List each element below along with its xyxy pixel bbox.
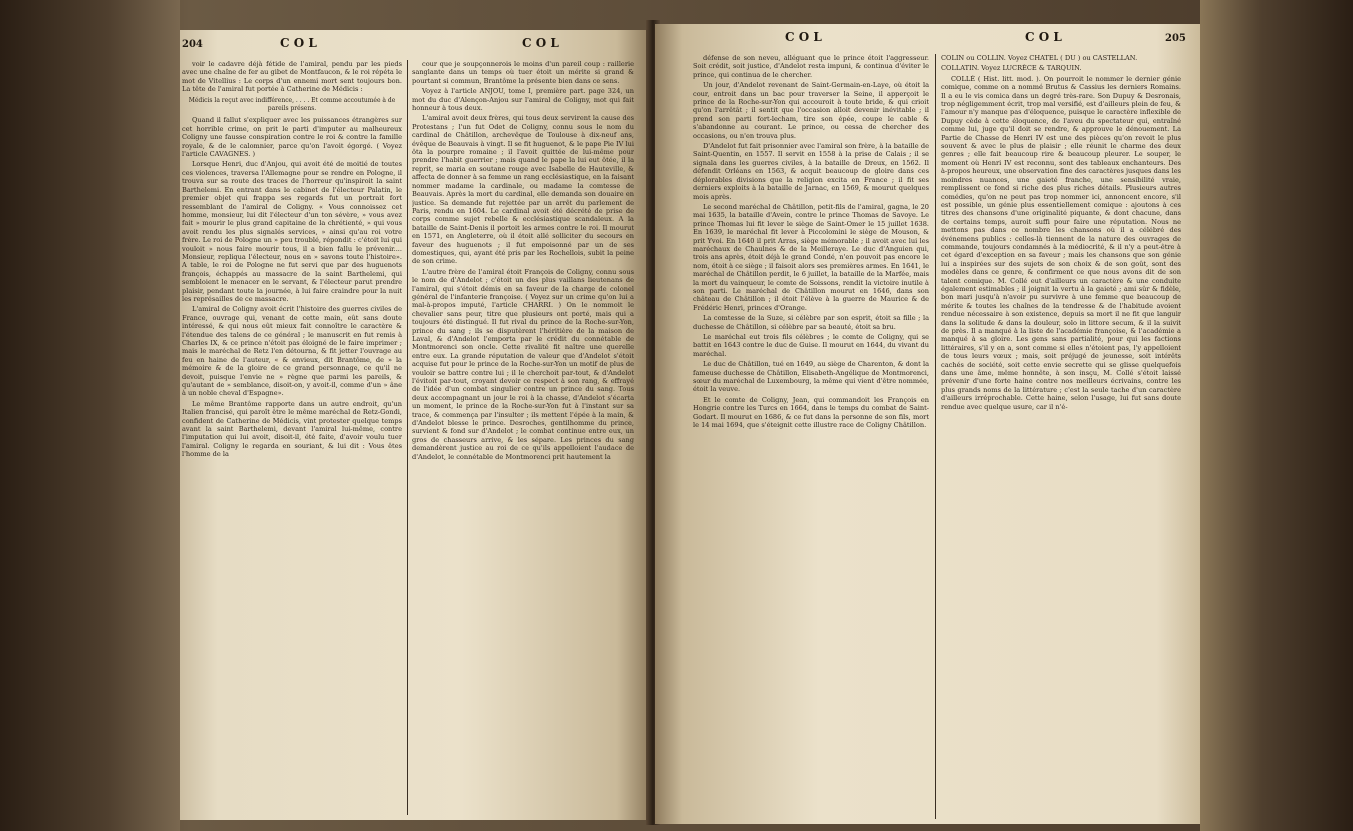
paragraph: Quand il fallut s'expliquer avec les puissances étrangères sur cet horrible crime, on prit le parti d'imputer au malheureux Coligny une fausse conspiration contre le roi & contre la famille royale, & de le calomnier, parce qu'on l'avoit égorgé. ( Voyez l'article CAVAGNES. )	[182, 116, 402, 159]
paragraph: défense de son neveu, alléguant que le prince étoit l'aggresseur. Soit crédit, soit justice, d'Andelot resta impuni, & continua d'éviter le prince, qui continua de le chercher.	[693, 54, 929, 79]
right-page-column-1	[693, 54, 929, 824]
column-rule	[407, 60, 408, 815]
paragraph: Le même Brantôme rapporte dans un autre endroit, qu'un Italien francisé, qui paroît être le même maréchal de Retz-Gondi, confident de Catherine de Médicis, vint protester quelque temps avant la saint Barthelemi, devant l'amiral lui-même, contre l'imputation qui lui avoit, disoit-il, été faite, d'avoir voulu tuer l'amiral. Coligny le regarda en souriant, & lui dit : Vous êtes l'homme de la	[182, 399, 402, 459]
page-number-left: 204	[182, 39, 203, 50]
paragraph: Le duc de Châtillon, tué en 1649, au siège de Charenton, & dont la fameuse duchesse de Châtillon, Elisabeth-Angélique de Montmorenci, sœur du maréchal de Luxembourg, la même qui vient d'être nommée, étoit la veuve.	[693, 360, 929, 394]
paragraph: Le maréchal eut trois fils célèbres ; le comte de Coligny, qui se battit en 1643 contre le duc de Guise. Il mourut en 1644, du vivant du maréchal.	[693, 333, 929, 358]
running-head-left-col2: C O L	[522, 36, 559, 50]
column-rule	[935, 54, 936, 819]
paragraph: L'autre frère de l'amiral étoit François de Coligny, connu sous le nom de d'Andelot ; c'étoit un des plus vaillans lieutenans de l'amiral, qui s'étoit démis en sa faveur de la charge de colonel général de l'infanterie françoise. ( Voyez sur un crime qu'on lui a mal-à-propos imputé, l'article CHARRI. ) On le nommoit le chevalier sans peur, titre que plusieurs ont porté, mais qui a toujours été distingué. Il fut rival du prince de la Roche-sur-Yon, prince du sang ; ils se disputèrent l'héritière de la maison de Laval, & d'Andelot l'emporta par le crédit du connétable de Montmorenci son oncle. Cette rivalité fit naître une querelle entre eux. La grande réputation de valeur que d'Andelot s'étoit acquise fut pour le prince de la Roche-sur-Yon un motif de plus de vouloir se battre contre lui ; il le cherchoit par-tout, & d'Andelot l'évitoit par-tout, croyant devoir ce respect à son rang, & effrayé de l'idée d'un combat singulier contre un prince du sang. Tous deux accompagnant un jour le roi à la chasse, d'Andelot s'écarta un moment, le prince de la Roche-sur-Yon fut à l'instant sur sa trace, & commença par l'insulter ; ils mettent l'épée à la main, & d'Andelot blesse le prince. Desroches, gentilhomme du prince, survient & fond sur d'Andelot ; le combat continue entre eux, un gros de chasseurs arrive, & les sépare. Les princes du sang demandèrent justice au roi de ce qu'ils appelloient l'audace de d'Andelot, le connétable de Montmorenci prit hautement la	[412, 267, 634, 461]
running-head-left-col1: C O L	[280, 36, 317, 50]
paragraph: La comtesse de la Suze, si célèbre par son esprit, étoit sa fille ; la duchesse de Châtillon, si célèbre par sa beauté, étoit sa bru.	[693, 314, 929, 331]
right-page-column-2	[941, 54, 1181, 824]
page-number-right: 205	[1165, 33, 1186, 44]
running-head-right-col1: C O L	[785, 30, 822, 44]
paragraph: Médicis la reçut avec indifférence, . . . . Et comme accoutumée à de pareils présens.	[188, 96, 396, 113]
paragraph: Et le comte de Coligny, Jean, qui commandoit les François en Hongrie contre les Turcs en 1664, dans le temps du combat de Saint-Godart. Il mourut en 1686, & ce fut dans la personne de son fils, mort le 14 mai 1694, que s'éteignit cette illustre race de Coligny Châtillon.	[693, 395, 929, 430]
left-page-column-1	[182, 60, 402, 820]
paragraph: COLIN ou COLLIN. Voyez CHATEL ( DU ) ou CASTELLAN.	[941, 54, 1138, 62]
right-page-stack	[1200, 0, 1353, 831]
paragraph: Lorsque Henri, duc d'Anjou, qui avoit été de moitié de toutes ces violences, traversa l'Allemagne pour se rendre en Pologne, il trouva sur sa route des traces de l'horreur qu'inspiroit la saint Barthelemi. En entrant dans le cabinet de l'électeur Palatin, le premier objet qui frappa ses regards fut un portrait fort ressemblant de l'amiral de Coligny. « Vous connoissez cet homme, monsieur, lui dit l'électeur d'un ton sévère, » vous avez fait » mourir le plus grand capitaine de la chrétienté, » qui vous avoit rendu les plus signalés services, » ainsi qu'au roi votre frère. Le roi de Pologne un » peu troublé, répondit : c'étoit lui qui vouloit » nous faire mourir tous, il a bien fallu le prévenir.... Monsieur, repliqua l'électeur, nous en » savons toute l'histoire». A table, le roi de Pologne ne fut servi que par des huguenots françois, échappés au massacre de la saint Barthelemi, qui sembloient le menacer en le servant, & l'électeur parut prendre plaisir, pendant toute la journée, à lui faire craindre pour la nuit les représailles de ce massacre.	[182, 160, 402, 303]
left-page-stack	[0, 0, 180, 831]
paragraph: voir le cadavre déjà fétide de l'amiral, pendu par les pieds avec une chaîne de fer au gibet de Montfaucon, & le roi répéta le mot de Vitellius : Le corps d'un ennemi mort sent toujours bon. La tête de l'amiral fut portée à Catherine de Médicis :	[182, 60, 402, 94]
paragraph: COLLATIN. Voyez LUCRÈCE & TARQUIN.	[941, 64, 1082, 73]
paragraph: L'amiral de Coligny avoit écrit l'histoire des guerres civiles de France, ouvrage qui, venant de cette main, eût sans doute intéressé, & qui nous eût mieux fait connoître le caractère & l'étendue des talens de ce général ; le manuscrit en fut remis à Charles IX, & ce prince n'étoit pas éloigné de le faire imprimer ; mais le maréchal de Retz l'en détourna, & fit jetter l'ouvrage au feu en haine de l'auteur, « & envieux, dit Brantôme, de » la mémoire & de la gloire de ce grand personnage, ce qu'il ne devoit, puisque l'envie ne » règne que parmi les pareils, & qu'autant de » semblance, disoit-on, y avoit-il, comme d'un » âne à un noble cheval d'Espagne».	[182, 305, 402, 398]
left-page	[180, 30, 650, 820]
paragraph: COLLÉ ( Hist. litt. mod. ). On pourroit le nommer le dernier génie comique, comme on a nommé Brutus & Cassius les derniers Romains. Il a eu le vis comica dans un degré très-rare. Son Dupuy & Desronais, trop négligemment écrit, trop mal versifié, est d'ailleurs plein de feu, & l'amour n'y manque pas d'éloquence, puisque le caractère inflexible de Dupuy cède à cette éloquence, de l'aveu du spectateur qui, entraîné comme lui, juge qu'il doit se rendre, & approuve le dénouement. La Partie de Chasse de Henri IV est une des pièces qu'on revoit le plus souvent & avec le plus de plaisir ; elle réunit le charme des deux genres ; elle fait beaucoup rire & beaucoup pleurer. Le souper, le moment où Henri IV est reconnu, sont des tableaux enchanteurs. Des à-propos heureux, une observation fine des caractères jusques dans les moindres nuances, une gaieté franche, une sensibilité vraie, remplissent ce fond si riche des plus riches détails. Plusieurs autres comédies, qu'on ne peut pas trop nommer ici, annoncent encore, s'il est possible, un génie plus essentiellement comique : ajoutons à ces titres des chansons d'une originalité piquante, & dont chacune, dans de certains temps, auroit suffi pour faire une réputation. Nous ne mettons pas dans ce nombre les chansons où il a célébré des événemens publics : celles-là tiennent de la nature des ouvrages de commande, toujours condamnés à la médiocrité, & il n'y a peut-être à cet égard d'exception en sa faveur ; mais les chansons que son génie lui a inspirées sur des sujets de son choix & de son goût, sont des modèles dans ce genre, & confirment ce que nous avons dit de son talent comique. M. Collé eut d'ailleurs un caractère & une conduite également estimables ; il joignit la vertu à la gaieté ; ami sûr & fidèle, bon mari jusqu'à n'avoir pu survivre à une femme que beaucoup de mérite & toutes les chaînes de la tendresse & de l'habitude avoient rendue nécessaire à son existence, depuis sa mort il ne fit que languir dans la solitude & dans la douleur, solo in littore secum, & il la suivit de près. Il a manqué à la liste de l'académie françoise, & l'académie a manqué à sa gloire. Les gens sans partialité, pour qui les factions littéraires, s'il y en a, sont comme si elles n'étoient pas, l'y appelloient de tous leurs vœux ; mais, soit préjugé de jeunesse, soit intérêts cachés de société, soit cette envie secrette qui se glisse quelquefois dans une âme, même honnête, à son insçu, M. Collé s'étoit laissé prévenir d'une forte haine contre nos meilleurs écrivains, contre les plus grands noms de la littérature ; c'est la seule tache d'un caractère d'ailleurs irréprochable. Cette haine, selon l'usage, lui fut sans doute rendue avec quelque usure, car il n'é-	[941, 74, 1181, 411]
paragraph: Un jour, d'Andelot revenant de Saint-Germain-en-Laye, où étoit la cour, entroit dans un bac pour traverser la Seine, il apperçoit le prince de la Roche-sur-Yon qui accouroit à toute bride, & qui crioit qu'on l'arrêtât ; il sentit que l'occasion alloit devenir inévitable ; il prend son parti fort-lecham, tire son épée, coupe le cable & s'abandonne au courant. Le prince, ou cessa de chercher des occasions, ou n'en trouva plus.	[693, 81, 929, 140]
left-page-column-2	[412, 60, 634, 820]
right-page	[655, 24, 1200, 824]
paragraph: Voyez à l'article ANJOU, tome I, première part. page 324, un mot du duc d'Alençon-Anjou sur l'amiral de Coligny, mot qui fait honneur à tous deux.	[412, 87, 634, 113]
paragraph: Le second maréchal de Châtillon, petit-fils de l'amiral, gagna, le 20 mai 1635, la bataille d'Avein, contre le prince Thomas de Savoye. Le prince Thomas lui fit lever le siège de Saint-Omer le 15 juillet 1638. En 1639, le maréchal fit lever à Piccolomini le siège de Mouson, & prit Yvoi. En 1640 il prit Arras, siège mémorable ; il avoit avec lui les maréchaux de Chaulnes & de la Meilleraye. Le duc d'Anguien qui, trois ans après, étoit déjà le grand Condé, n'en pouvoit pas encore le nom, étoit à ce siège ; il faisoit alors ses premières armes. En 1641, le maréchal de Châtillon perdit, le 6 juillet, la bataille de la Marfée, mais la mort du vainqueur, le comte de Soissons, rendit la victoire inutile à son parti. Le maréchal de Châtillon mourut en 1646, dans son château de Châtillon ; il étoit l'élève à la guerre de Maurice & de Frédéric Henri, princes d'Orange.	[693, 202, 929, 312]
running-head-right-col2: C O L	[1025, 30, 1062, 44]
paragraph: D'Andelot fut fait prisonnier avec l'amiral son frère, à la bataille de Saint-Quentin, en 1557. Il servit en 1558 à la prise de Calais ; il se signala dans les guerres civiles, à la bataille de Dreux, en 1562. Il défendit Orléans en 1563, & acquit beaucoup de gloire dans ces déplorables divisions que la religion excita en France ; il fit ses derniers exploits à la bataille de Jarnac, en 1569, & mourut quelques mois après.	[693, 142, 929, 201]
paragraph: cour que je soupçonnerois le moins d'un pareil coup : raillerie sanglante dans un temps où tuer étoit un mérite si grand & pourtant si commun, Brantôme la présente bien dans ce sens.	[412, 60, 634, 85]
paragraph: L'amiral avoit deux frères, qui tous deux servirent la cause des Protestans ; l'un fut Odet de Coligny, connu sous le nom du cardinal de Châtillon, archevêque de Toulouse à dix-neuf ans, évêque de Beauvais à vingt. Il se fit huguenot, & le pape Pie IV lui ôta la pourpre romaine ; il l'avoit quittée de lui-même pour prendre l'habit guerrier ; mais quand le pape la lui eut ôtée, il la reprit, se maria en soutane rouge avec Isabelle de Hauteville, & affecta de donner à sa femme un rang ecclésiastique, en la faisant nommer madame la cardinale, ou madame la comtesse de Beauvais. Après la mort du cardinal, elle demanda son douaire en justice. Sa demande fut rejettée par un arrêt du parlement de Paris, rendu en 1604. Le cardinal avoit été décrété de prise de corps comme sujet rebelle & ecclésiastique scandaleux. A la bataille de Saint-Denis il portoit les armes contre le roi. Il mourut en 1571, en Angleterre, où il étoit allé solliciter du secours en faveur des huguenots ; il fut empoisonné par un de ses domestiques, qui, ayant été pris par les Rochellois, subit la peine de son crime.	[412, 114, 634, 266]
